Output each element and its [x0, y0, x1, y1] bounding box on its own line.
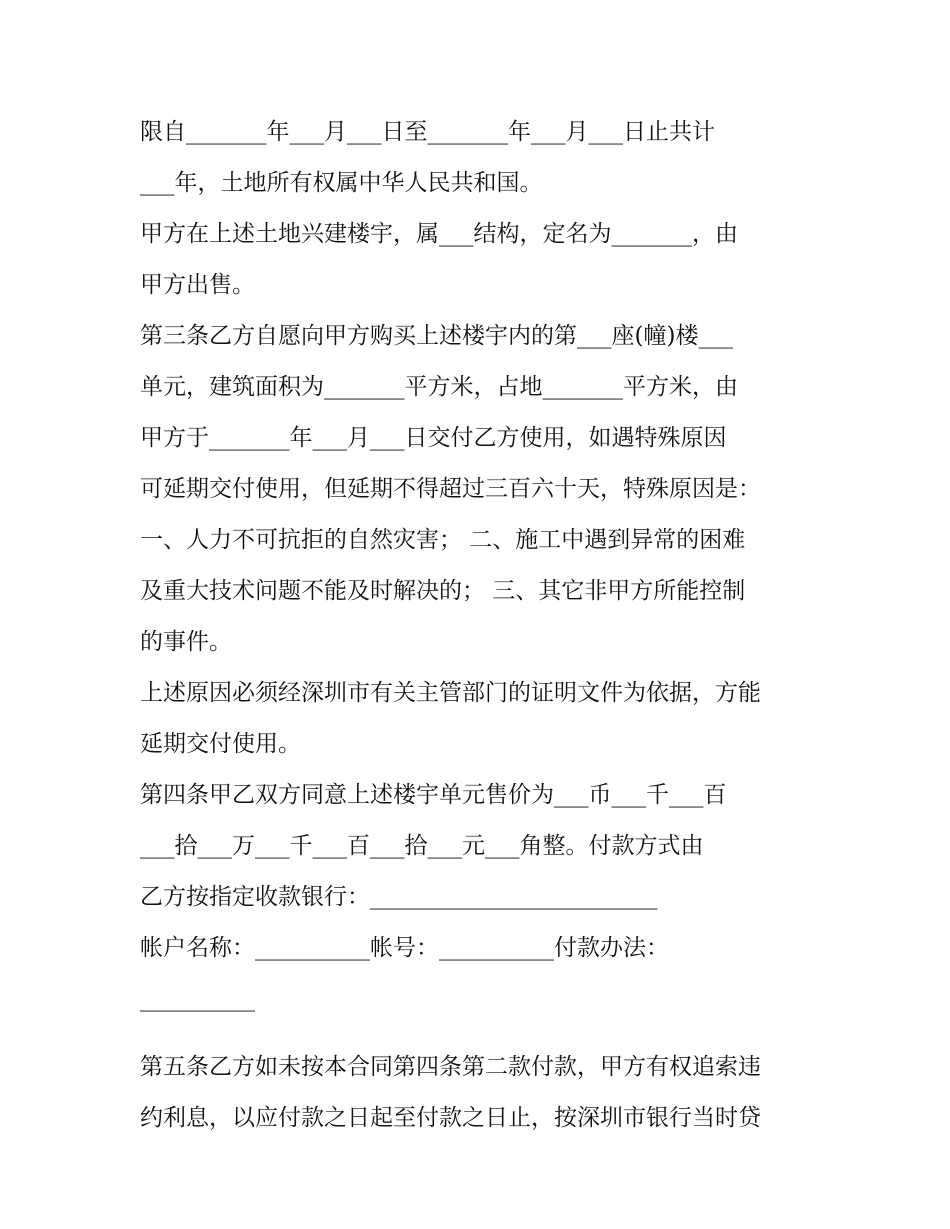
text-line: 甲方出售。 [140, 272, 255, 298]
text-line: __________ [140, 986, 255, 1012]
text-line: ___年，土地所有权属中华人民共和国。 [140, 170, 543, 196]
text-line: 及重大技术问题不能及时解决的； 三、其它非甲方所能控制 [140, 578, 746, 604]
text-line: 约利息，以应付款之日起至付款之日止，按深圳市银行当时贷 [140, 1105, 761, 1131]
text-line: 单元，建筑面积为_______平方米，占地_______平方米，由 [140, 374, 738, 400]
text-line: 第五条乙方如未按本合同第四条第二款付款，甲方有权追索违 [140, 1054, 761, 1080]
text-line: 一、人力不可抗拒的自然灾害； 二、施工中遇到异常的困难 [140, 527, 746, 553]
text-line: 甲方在上述土地兴建楼宇，属___结构，定名为_______，由 [140, 221, 738, 247]
text-line: 限自_______年___月___日至_______年___月___日止共计 [140, 119, 715, 145]
text-line: 可延期交付使用，但延期不得超过三百六十天，特殊原因是： [140, 476, 761, 502]
text-line: 乙方按指定收款银行：_________________________ [140, 884, 658, 910]
text-line: 甲方于_______年___月___日交付乙方使用，如遇特殊原因 [140, 425, 727, 451]
text-line: 延期交付使用。 [140, 731, 301, 757]
text-line: 上述原因必须经深圳市有关主管部门的证明文件为依据，方能 [140, 680, 761, 706]
text-line: 的事件。 [140, 629, 232, 655]
text-line: 帐户名称：__________帐号：__________付款办法： [140, 935, 669, 961]
document-body [140, 107, 820, 1144]
text-line: 第四条甲乙双方同意上述楼宇单元售价为___币___千___百 [140, 782, 727, 808]
text-line: 第三条乙方自愿向甲方购买上述楼宇内的第___座(幢)楼___ [140, 323, 733, 349]
text-line: ___拾___万___千___百___拾___元___角整。付款方式由 [140, 833, 704, 859]
